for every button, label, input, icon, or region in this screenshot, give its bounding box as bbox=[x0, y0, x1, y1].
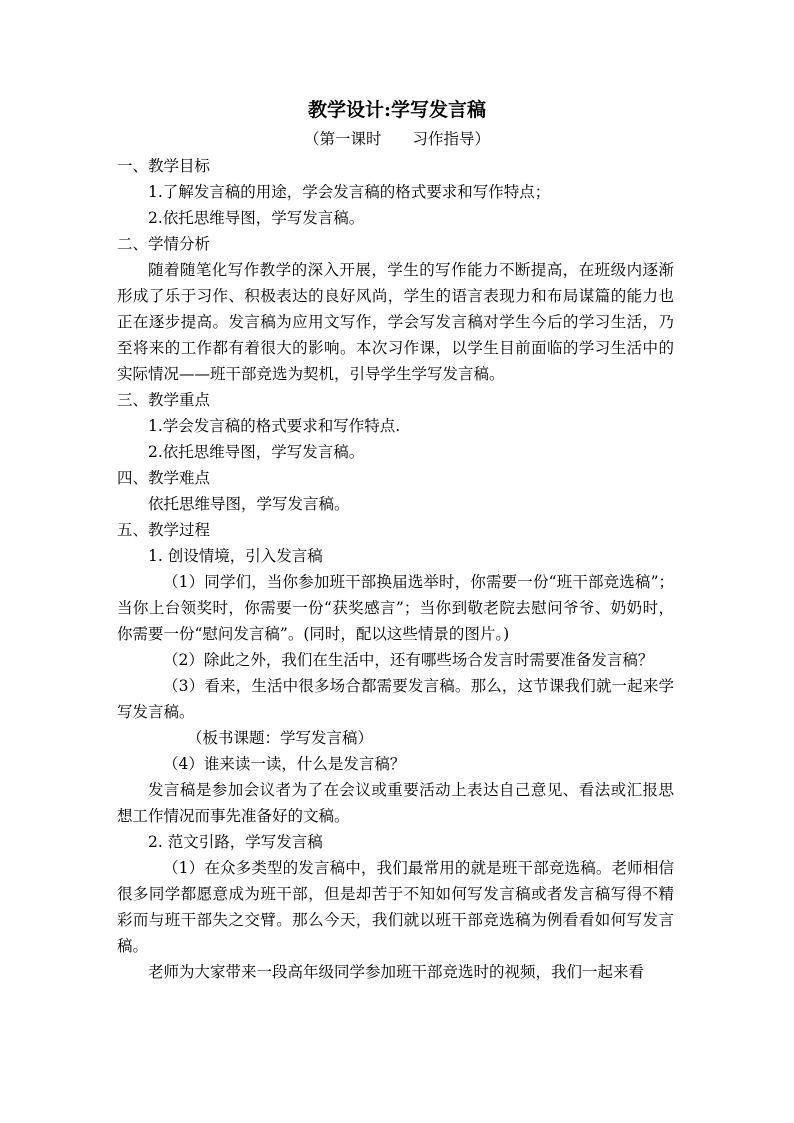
section-heading: 五、教学过程 bbox=[117, 521, 211, 539]
paragraph: 依托思维导图，学写发言稿。 bbox=[148, 495, 350, 513]
document-subtitle: （第一课时 习作指导） bbox=[303, 130, 490, 148]
paragraph: 2.依托思维导图，学写发言稿。 bbox=[148, 443, 365, 461]
paragraph: （2）除此之外，我们在生活中，还有哪些场合发言时需要准备发言稿？ bbox=[163, 651, 654, 669]
paragraph: 2.依托思维导图，学写发言稿。 bbox=[148, 209, 365, 227]
document-title: 教学设计:学写发言稿 bbox=[307, 99, 486, 121]
paragraph: （板书课题：学写发言稿） bbox=[187, 729, 374, 747]
paragraph: （1）同学们，当你参加班干部换届选举时，你需要一份“班干部竞选稿”；当你上台领奖时，你需要一份“获奖感言”；当你到敬老院去慰问爷爷、奶奶时，你需要一份“慰问发言稿”。(同时，配以这些情景的图片。) bbox=[117, 573, 674, 643]
paragraph: （4）谁来读一读，什么是发言稿？ bbox=[163, 755, 406, 773]
paragraph: 发言稿是参加会议者为了在会议或重要活动上表达自己意见、看法或汇报思想工作情况而事先准备好的文稿。 bbox=[117, 781, 674, 825]
section-heading: 四、教学难点 bbox=[117, 469, 211, 487]
section-heading: 二、学情分析 bbox=[117, 235, 211, 253]
paragraph: 1. 创设情境，引入发言稿 bbox=[148, 547, 323, 565]
document-body bbox=[117, 153, 674, 985]
paragraph: 随着随笔化写作教学的深入开展，学生的写作能力不断提高，在班级内逐渐形成了乐于习作、积极表达的良好风尚，学生的语言表现力和布局谋篇的能力也正在逐步提高。发言稿为应用文写作，学会写发言稿对学生今后的学习生活，乃至将来的工作都有着很大的影响。本次习作课，以学生目前面临的学习生活中的实际情况——班干部竞选为契机，引导学生学写发言稿。 bbox=[117, 261, 674, 383]
paragraph: 1.学会发言稿的格式要求和写作特点. bbox=[148, 417, 401, 435]
paragraph: （1）在众多类型的发言稿中，我们最常用的就是班干部竞选稿。老师相信很多同学都愿意成为班干部，但是却苦于不知如何写发言稿或者发言稿写得不精彩而与班干部失之交臂。那么今天，我们就以班干部竞选稿为例看看如何写发言稿。 bbox=[117, 859, 674, 955]
section-heading: 三、教学重点 bbox=[117, 391, 211, 409]
paragraph: 老师为大家带来一段高年级同学参加班干部竞选时的视频，我们一起来看 bbox=[148, 963, 645, 981]
paragraph: 2. 范文引路，学写发言稿 bbox=[148, 833, 323, 851]
paragraph: （3）看来，生活中很多场合都需要发言稿。那么，这节课我们就一起来学写发言稿。 bbox=[117, 677, 674, 721]
paragraph: 1.了解发言稿的用途，学会发言稿的格式要求和写作特点； bbox=[148, 183, 551, 201]
section-heading: 一、教学目标 bbox=[117, 157, 211, 175]
